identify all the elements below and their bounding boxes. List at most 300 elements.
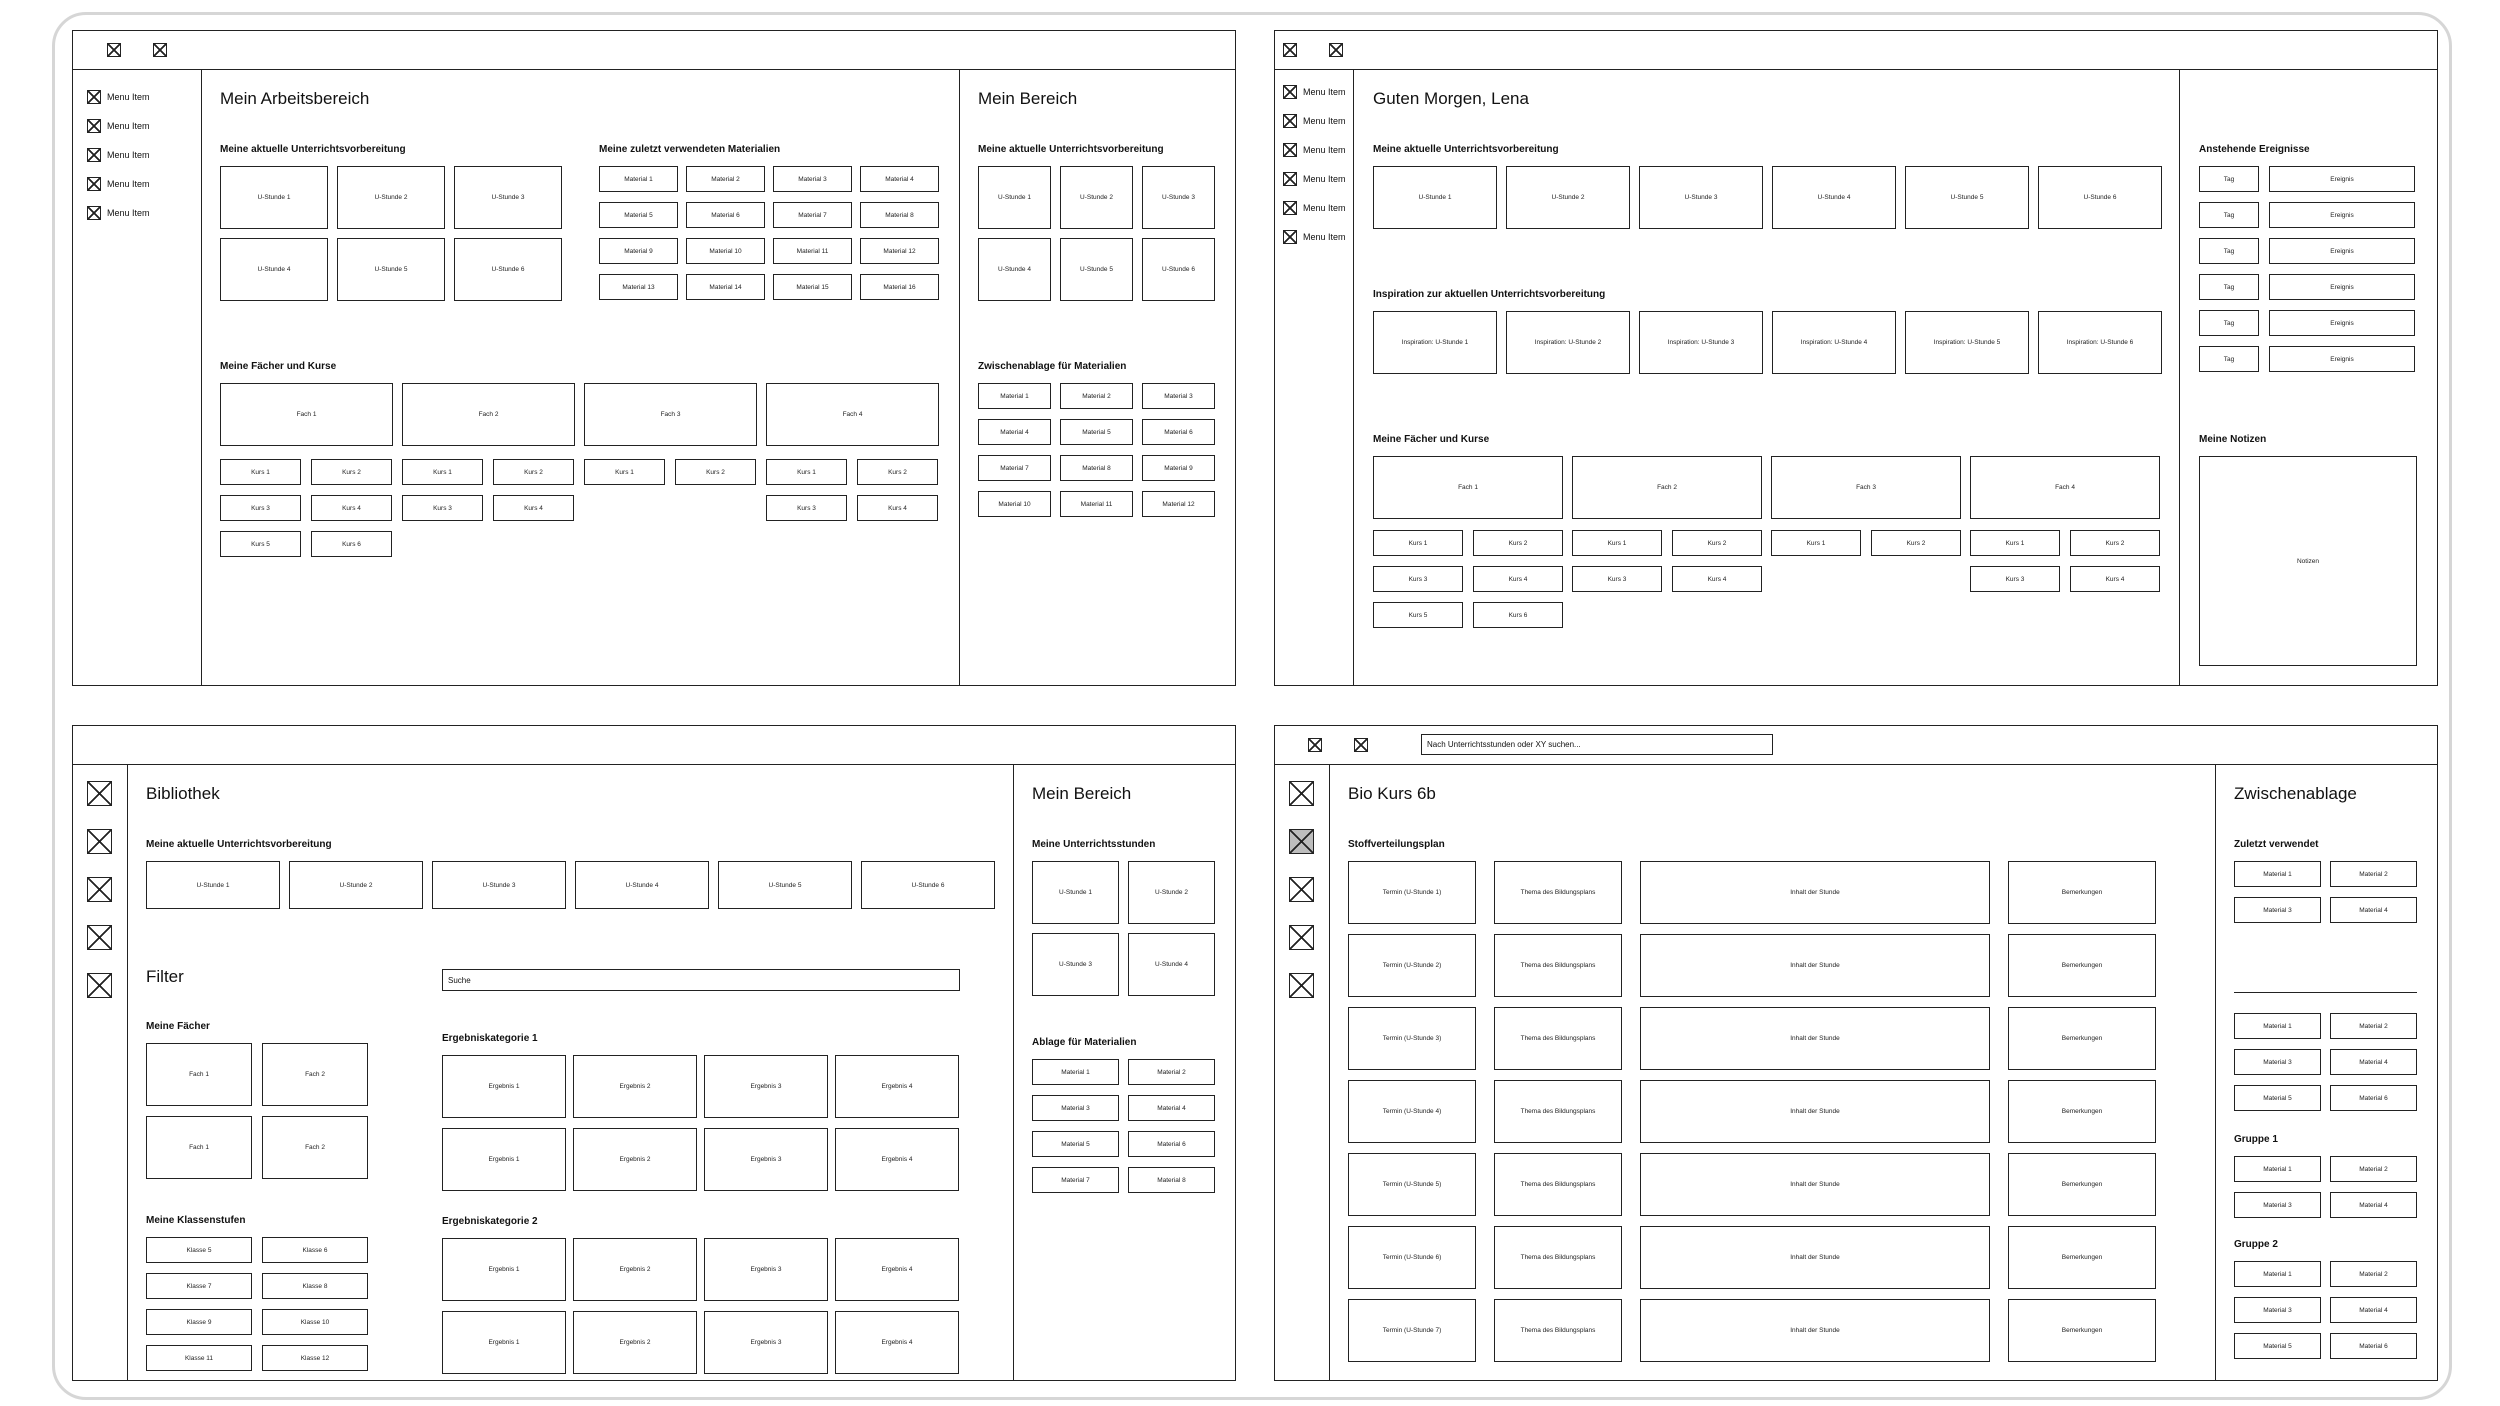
menu-item-label: Menu Item xyxy=(1303,174,1346,184)
material-card[interactable]: Material 5 xyxy=(1032,1131,1119,1157)
material-card[interactable]: Material 6 xyxy=(686,202,765,228)
bemerkungen-cell[interactable]: Bemerkungen xyxy=(2008,1153,2156,1216)
sidebar-menu-item[interactable] xyxy=(87,119,150,133)
course-card[interactable]: Kurs 3 xyxy=(402,495,483,521)
menu-item-label: Menu Item xyxy=(107,121,150,131)
course-card[interactable]: Kurs 1 xyxy=(1373,530,1463,556)
material-card[interactable]: Material 1 xyxy=(2234,861,2321,887)
section-heading: Meine aktuelle Unterrichtsvorbereitung xyxy=(1373,144,1559,155)
event-event[interactable]: Ereignis xyxy=(2269,202,2415,228)
sidebar-menu-item[interactable] xyxy=(1283,143,1346,157)
inspiration-card[interactable]: Inspiration: U-Stunde 2 xyxy=(1506,311,1630,374)
course-card[interactable]: Kurs 2 xyxy=(493,459,574,485)
frame-dashboard xyxy=(1274,30,2438,686)
event-tag[interactable]: Tag xyxy=(2199,274,2259,300)
course-card[interactable]: Kurs 3 xyxy=(220,495,301,521)
section-heading: Meine aktuelle Unterrichtsvorbereitung xyxy=(978,144,1164,155)
course-card[interactable]: Kurs 4 xyxy=(1473,566,1563,592)
material-card[interactable]: Material 3 xyxy=(1142,383,1215,409)
termin-cell[interactable]: Termin (U-Stunde 5) xyxy=(1348,1153,1476,1216)
result-card[interactable]: Ergebnis 1 xyxy=(442,1311,566,1374)
top-bar xyxy=(73,31,1235,70)
material-card[interactable]: Material 5 xyxy=(1060,419,1133,445)
prep-grid xyxy=(146,861,995,909)
material-card[interactable]: Material 1 xyxy=(2234,1261,2321,1287)
sidebar-menu-item[interactable] xyxy=(1283,230,1346,244)
lesson-card[interactable]: U-Stunde 6 xyxy=(2038,166,2162,229)
nav-placeholder-icon-active[interactable] xyxy=(1289,829,1314,854)
lesson-card[interactable]: U-Stunde 5 xyxy=(718,861,852,909)
material-card[interactable]: Material 1 xyxy=(978,383,1051,409)
lesson-card[interactable]: U-Stunde 1 xyxy=(978,166,1051,229)
menu-item-label: Menu Item xyxy=(107,150,150,160)
course-card[interactable]: Kurs 2 xyxy=(857,459,938,485)
event-event[interactable]: Ereignis xyxy=(2269,238,2415,264)
course-card[interactable]: Kurs 3 xyxy=(1572,566,1662,592)
subject-card[interactable]: Fach 1 xyxy=(146,1116,252,1179)
placeholder-icon[interactable] xyxy=(1308,738,1322,752)
nav-placeholder-icon[interactable] xyxy=(1289,925,1314,950)
search-input[interactable]: Suche xyxy=(442,969,960,991)
course-card[interactable]: Kurs 2 xyxy=(1473,530,1563,556)
material-card[interactable]: Material 3 xyxy=(2234,1297,2321,1323)
search-input[interactable]: Nach Unterrichtsstunden oder XY suchen... xyxy=(1421,734,1773,755)
placeholder-icon xyxy=(1283,114,1297,128)
menu-item-label: Menu Item xyxy=(1303,116,1346,126)
course-card[interactable]: Kurs 2 xyxy=(311,459,392,485)
course-card[interactable]: Kurs 1 xyxy=(584,459,665,485)
material-card[interactable]: Material 4 xyxy=(860,166,939,192)
inspiration-card[interactable]: Inspiration: U-Stunde 3 xyxy=(1639,311,1763,374)
thema-cell[interactable]: Thema des Bildungsplans xyxy=(1494,1226,1622,1289)
grade-chip[interactable]: Klasse 11 xyxy=(146,1345,252,1371)
lesson-card[interactable]: U-Stunde 6 xyxy=(1142,238,1215,301)
termin-cell[interactable]: Termin (U-Stunde 7) xyxy=(1348,1299,1476,1362)
inhalt-cell[interactable]: Inhalt der Stunde xyxy=(1640,1153,1990,1216)
courses-grid xyxy=(220,459,392,557)
course-card[interactable]: Kurs 6 xyxy=(1473,602,1563,628)
sidebar-menu-item[interactable] xyxy=(87,206,150,220)
placeholder-icon xyxy=(1283,85,1297,99)
material-card[interactable]: Material 8 xyxy=(1128,1167,1215,1193)
subject-card[interactable]: Fach 3 xyxy=(584,383,757,446)
panel-title: Mein Bereich xyxy=(1032,784,1132,803)
subjects-grid xyxy=(220,383,939,446)
sidebar-menu-item[interactable] xyxy=(87,90,150,104)
material-card[interactable]: Material 7 xyxy=(773,202,852,228)
lesson-card[interactable]: U-Stunde 2 xyxy=(1506,166,1630,229)
result-card[interactable]: Ergebnis 1 xyxy=(442,1128,566,1191)
course-card[interactable]: Kurs 4 xyxy=(1672,566,1762,592)
result-card[interactable]: Ergebnis 3 xyxy=(704,1055,828,1118)
course-card[interactable]: Kurs 4 xyxy=(311,495,392,521)
panel-title: Mein Bereich xyxy=(978,89,1078,108)
sidebar-menu-item[interactable] xyxy=(1283,172,1346,186)
course-card[interactable]: Kurs 2 xyxy=(2070,530,2160,556)
event-tag[interactable]: Tag xyxy=(2199,238,2259,264)
page-title: Guten Morgen, Lena xyxy=(1373,89,1529,108)
material-card[interactable]: Material 6 xyxy=(1142,419,1215,445)
course-card[interactable]: Kurs 5 xyxy=(220,531,301,557)
result-card[interactable]: Ergebnis 4 xyxy=(835,1128,959,1191)
material-card[interactable]: Material 6 xyxy=(1128,1131,1215,1157)
lesson-card[interactable]: U-Stunde 6 xyxy=(861,861,995,909)
course-card[interactable]: Kurs 1 xyxy=(220,459,301,485)
sidebar-divider xyxy=(127,764,128,1380)
result-card[interactable]: Ergebnis 1 xyxy=(442,1238,566,1301)
material-card[interactable]: Material 10 xyxy=(686,238,765,264)
material-card[interactable]: Material 2 xyxy=(1128,1059,1215,1085)
inhalt-cell[interactable]: Inhalt der Stunde xyxy=(1640,934,1990,997)
material-card[interactable]: Material 13 xyxy=(599,274,678,300)
lesson-card[interactable]: U-Stunde 2 xyxy=(1128,861,1215,924)
thema-cell[interactable]: Thema des Bildungsplans xyxy=(1494,1007,1622,1070)
event-tag[interactable]: Tag xyxy=(2199,166,2259,192)
result-card[interactable]: Ergebnis 3 xyxy=(704,1311,828,1374)
material-card[interactable]: Material 4 xyxy=(978,419,1051,445)
courses-grid xyxy=(1771,530,1961,556)
thema-cell[interactable]: Thema des Bildungsplans xyxy=(1494,1080,1622,1143)
course-card[interactable]: Kurs 4 xyxy=(857,495,938,521)
lesson-card[interactable]: U-Stunde 2 xyxy=(1060,166,1133,229)
course-card[interactable]: Kurs 2 xyxy=(1871,530,1961,556)
subject-card[interactable]: Fach 3 xyxy=(1771,456,1961,519)
placeholder-icon xyxy=(87,148,101,162)
material-card[interactable]: Material 2 xyxy=(686,166,765,192)
placeholder-icon xyxy=(87,119,101,133)
menu-item-label: Menu Item xyxy=(1303,203,1346,213)
placeholder-icon[interactable] xyxy=(107,43,121,57)
section-heading: Meine Notizen xyxy=(2199,434,2267,445)
material-card[interactable]: Material 15 xyxy=(773,274,852,300)
termin-cell[interactable]: Termin (U-Stunde 6) xyxy=(1348,1226,1476,1289)
nav-placeholder-icon[interactable] xyxy=(87,877,112,902)
event-tag[interactable]: Tag xyxy=(2199,310,2259,336)
section-heading: Meine zuletzt verwendeten Materialien xyxy=(599,144,781,155)
subject-card[interactable]: Fach 4 xyxy=(766,383,939,446)
placeholder-icon xyxy=(87,90,101,104)
panel-materials-grid xyxy=(1032,1059,1215,1193)
material-card[interactable]: Material 2 xyxy=(2330,861,2417,887)
lesson-card[interactable]: U-Stunde 5 xyxy=(1905,166,2029,229)
result-card[interactable]: Ergebnis 1 xyxy=(442,1055,566,1118)
panel-title: Zwischenablage xyxy=(2234,784,2357,803)
nav-placeholder-icon[interactable] xyxy=(1289,877,1314,902)
material-card[interactable]: Material 3 xyxy=(2234,1192,2321,1218)
section-heading: Meine Fächer und Kurse xyxy=(220,361,337,372)
top-bar xyxy=(1275,726,2437,765)
page-title: Mein Arbeitsbereich xyxy=(220,89,370,108)
section-heading: Gruppe 1 xyxy=(2234,1134,2278,1145)
event-event[interactable]: Ereignis xyxy=(2269,166,2415,192)
event-event[interactable]: Ereignis xyxy=(2269,310,2415,336)
placeholder-icon[interactable] xyxy=(153,43,167,57)
frame-mein-arbeitsbereich xyxy=(72,30,1236,686)
event-tag[interactable]: Tag xyxy=(2199,346,2259,372)
material-card[interactable]: Material 2 xyxy=(2330,1013,2417,1039)
termin-cell[interactable]: Termin (U-Stunde 4) xyxy=(1348,1080,1476,1143)
sidebar-menu-item[interactable] xyxy=(1283,201,1346,215)
nav-placeholder-icon[interactable] xyxy=(1289,973,1314,998)
filter-title: Filter xyxy=(146,967,184,986)
bemerkungen-cell[interactable]: Bemerkungen xyxy=(2008,1299,2156,1362)
section-heading: Meine Klassenstufen xyxy=(146,1215,246,1226)
subject-filter-grid xyxy=(146,1043,368,1179)
lesson-card[interactable]: U-Stunde 1 xyxy=(146,861,280,909)
sidebar-divider xyxy=(201,69,202,685)
inspiration-card[interactable]: Inspiration: U-Stunde 1 xyxy=(1373,311,1497,374)
nav-placeholder-icon[interactable] xyxy=(87,925,112,950)
thema-cell[interactable]: Thema des Bildungsplans xyxy=(1494,934,1622,997)
bemerkungen-cell[interactable]: Bemerkungen xyxy=(2008,1226,2156,1289)
event-tag[interactable]: Tag xyxy=(2199,202,2259,228)
courses-grid xyxy=(766,459,938,521)
placeholder-icon[interactable] xyxy=(1283,43,1297,57)
material-card[interactable]: Material 6 xyxy=(2330,1085,2417,1111)
grade-chip[interactable]: Klasse 5 xyxy=(146,1237,252,1263)
material-card[interactable]: Material 1 xyxy=(2234,1013,2321,1039)
nav-placeholder-icon[interactable] xyxy=(87,829,112,854)
results-grid xyxy=(442,1238,959,1374)
subject-card[interactable]: Fach 1 xyxy=(1373,456,1563,519)
lesson-card[interactable]: U-Stunde 2 xyxy=(337,166,445,229)
placeholder-icon xyxy=(1283,143,1297,157)
lesson-card[interactable]: U-Stunde 3 xyxy=(432,861,566,909)
clipboard-grid xyxy=(978,383,1215,517)
section-heading: Stoffverteilungsplan xyxy=(1348,839,1445,850)
event-event[interactable]: Ereignis xyxy=(2269,274,2415,300)
thema-cell[interactable]: Thema des Bildungsplans xyxy=(1494,1153,1622,1216)
material-card[interactable]: Material 3 xyxy=(2234,1049,2321,1075)
inspiration-card[interactable]: Inspiration: U-Stunde 4 xyxy=(1772,311,1896,374)
termin-cell[interactable]: Termin (U-Stunde 1) xyxy=(1348,861,1476,924)
result-card[interactable]: Ergebnis 2 xyxy=(573,1055,697,1118)
nav-placeholder-icon[interactable] xyxy=(1289,781,1314,806)
course-card[interactable]: Kurs 3 xyxy=(1373,566,1463,592)
grade-chip[interactable]: Klasse 12 xyxy=(262,1345,368,1371)
material-card[interactable]: Material 7 xyxy=(1032,1167,1119,1193)
sidebar-menu-item[interactable] xyxy=(87,148,150,162)
inhalt-cell[interactable]: Inhalt der Stunde xyxy=(1640,861,1990,924)
lesson-card[interactable]: U-Stunde 3 xyxy=(1142,166,1215,229)
placeholder-icon xyxy=(87,177,101,191)
grade-chip[interactable]: Klasse 8 xyxy=(262,1273,368,1299)
events-list xyxy=(2199,166,2415,372)
result-card[interactable]: Ergebnis 4 xyxy=(835,1055,959,1118)
inspiration-card[interactable]: Inspiration: U-Stunde 5 xyxy=(1905,311,2029,374)
course-card[interactable]: Kurs 1 xyxy=(766,459,847,485)
result-card[interactable]: Ergebnis 4 xyxy=(835,1311,959,1374)
subject-card[interactable]: Fach 2 xyxy=(262,1043,368,1106)
course-card[interactable]: Kurs 6 xyxy=(311,531,392,557)
nav-placeholder-icon[interactable] xyxy=(87,781,112,806)
result-card[interactable]: Ergebnis 4 xyxy=(835,1238,959,1301)
inhalt-cell[interactable]: Inhalt der Stunde xyxy=(1640,1080,1990,1143)
sidebar-menu-item[interactable] xyxy=(1283,114,1346,128)
section-heading: Gruppe 2 xyxy=(2234,1239,2278,1250)
lesson-card[interactable]: U-Stunde 1 xyxy=(220,166,328,229)
menu-item-label: Menu Item xyxy=(107,179,150,189)
material-card[interactable]: Material 10 xyxy=(978,491,1051,517)
right-panel-divider xyxy=(2179,69,2180,685)
sidebar-menu-item[interactable] xyxy=(87,177,150,191)
material-card[interactable]: Material 1 xyxy=(2234,1156,2321,1182)
course-card[interactable]: Kurs 2 xyxy=(675,459,756,485)
grade-filter-grid xyxy=(146,1237,368,1371)
thema-cell[interactable]: Thema des Bildungsplans xyxy=(1494,861,1622,924)
material-card[interactable]: Material 7 xyxy=(978,455,1051,481)
inhalt-cell[interactable]: Inhalt der Stunde xyxy=(1640,1299,1990,1362)
sidebar-menu-item[interactable] xyxy=(1283,85,1346,99)
lesson-card[interactable]: U-Stunde 2 xyxy=(289,861,423,909)
material-card[interactable]: Material 9 xyxy=(1142,455,1215,481)
lesson-card[interactable]: U-Stunde 4 xyxy=(978,238,1051,301)
page-title: Bibliothek xyxy=(146,784,220,803)
termin-cell[interactable]: Termin (U-Stunde 3) xyxy=(1348,1007,1476,1070)
nav-placeholder-icon[interactable] xyxy=(87,973,112,998)
bemerkungen-cell[interactable]: Bemerkungen xyxy=(2008,861,2156,924)
material-card[interactable]: Material 2 xyxy=(1060,383,1133,409)
courses-grid xyxy=(1572,530,1762,592)
lesson-card[interactable]: U-Stunde 4 xyxy=(220,238,328,301)
lesson-card[interactable]: U-Stunde 5 xyxy=(1060,238,1133,301)
lesson-card[interactable]: U-Stunde 3 xyxy=(1032,933,1119,996)
group1-grid xyxy=(2234,1156,2417,1218)
prep-grid xyxy=(220,166,562,301)
materials-grid xyxy=(599,166,939,300)
inhalt-cell[interactable]: Inhalt der Stunde xyxy=(1640,1226,1990,1289)
menu-item-label: Menu Item xyxy=(1303,87,1346,97)
lesson-card[interactable]: U-Stunde 1 xyxy=(1032,861,1119,924)
course-card[interactable]: Kurs 2 xyxy=(1672,530,1762,556)
lesson-card[interactable]: U-Stunde 4 xyxy=(575,861,709,909)
result-card[interactable]: Ergebnis 2 xyxy=(573,1311,697,1374)
material-card[interactable]: Material 2 xyxy=(2330,1261,2417,1287)
material-card[interactable]: Material 11 xyxy=(1060,491,1133,517)
result-card[interactable]: Ergebnis 2 xyxy=(573,1128,697,1191)
material-card[interactable]: Material 12 xyxy=(1142,491,1215,517)
material-card[interactable]: Material 4 xyxy=(1128,1095,1215,1121)
subject-card[interactable]: Fach 2 xyxy=(402,383,575,446)
right-panel-divider xyxy=(959,69,960,685)
course-card[interactable]: Kurs 3 xyxy=(766,495,847,521)
grade-chip[interactable]: Klasse 10 xyxy=(262,1309,368,1335)
subject-card[interactable]: Fach 2 xyxy=(1572,456,1762,519)
material-card[interactable]: Material 3 xyxy=(2234,897,2321,923)
course-card[interactable]: Kurs 1 xyxy=(1572,530,1662,556)
group2-grid xyxy=(2234,1261,2417,1359)
bemerkungen-cell[interactable]: Bemerkungen xyxy=(2008,934,2156,997)
divider xyxy=(2234,992,2417,993)
thema-cell[interactable]: Thema des Bildungsplans xyxy=(1494,1299,1622,1362)
material-card[interactable]: Material 4 xyxy=(2330,1192,2417,1218)
inspiration-card[interactable]: Inspiration: U-Stunde 6 xyxy=(2038,311,2162,374)
lesson-card[interactable]: U-Stunde 4 xyxy=(1128,933,1215,996)
prep-grid xyxy=(1373,166,2162,229)
subject-card[interactable]: Fach 4 xyxy=(1970,456,2160,519)
material-card[interactable]: Material 8 xyxy=(860,202,939,228)
inspiration-grid xyxy=(1373,311,2162,374)
course-card[interactable]: Kurs 5 xyxy=(1373,602,1463,628)
courses-grid xyxy=(584,459,756,485)
lesson-card[interactable]: U-Stunde 1 xyxy=(1373,166,1497,229)
course-card[interactable]: Kurs 1 xyxy=(1970,530,2060,556)
placeholder-icon[interactable] xyxy=(1329,43,1343,57)
course-card[interactable]: Kurs 4 xyxy=(2070,566,2160,592)
material-card[interactable]: Material 4 xyxy=(2330,1049,2417,1075)
bemerkungen-cell[interactable]: Bemerkungen xyxy=(2008,1080,2156,1143)
result-card[interactable]: Ergebnis 2 xyxy=(573,1238,697,1301)
notes-area[interactable]: Notizen xyxy=(2199,456,2417,666)
sidebar-divider xyxy=(1329,764,1330,1380)
results-grid xyxy=(442,1055,959,1191)
material-card[interactable]: Material 9 xyxy=(599,238,678,264)
lesson-card[interactable]: U-Stunde 6 xyxy=(454,238,562,301)
material-card[interactable]: Material 4 xyxy=(2330,897,2417,923)
placeholder-icon xyxy=(1283,172,1297,186)
material-card[interactable]: Material 14 xyxy=(686,274,765,300)
top-bar xyxy=(73,726,1235,765)
section-heading: Meine aktuelle Unterrichtsvorbereitung xyxy=(220,144,406,155)
section-heading: Meine aktuelle Unterrichtsvorbereitung xyxy=(146,839,332,850)
termin-cell[interactable]: Termin (U-Stunde 2) xyxy=(1348,934,1476,997)
material-card[interactable]: Material 2 xyxy=(2330,1156,2417,1182)
lesson-card[interactable]: U-Stunde 3 xyxy=(1639,166,1763,229)
material-card[interactable]: Material 11 xyxy=(773,238,852,264)
result-card[interactable]: Ergebnis 3 xyxy=(704,1128,828,1191)
material-card[interactable]: Material 6 xyxy=(2330,1333,2417,1359)
result-card[interactable]: Ergebnis 3 xyxy=(704,1238,828,1301)
placeholder-icon xyxy=(1283,230,1297,244)
material-card[interactable]: Material 8 xyxy=(1060,455,1133,481)
material-card[interactable]: Material 1 xyxy=(1032,1059,1119,1085)
lesson-card[interactable]: U-Stunde 3 xyxy=(454,166,562,229)
material-card[interactable]: Material 12 xyxy=(860,238,939,264)
subject-card[interactable]: Fach 1 xyxy=(220,383,393,446)
grade-chip[interactable]: Klasse 9 xyxy=(146,1309,252,1335)
bemerkungen-cell[interactable]: Bemerkungen xyxy=(2008,1007,2156,1070)
material-card[interactable]: Material 16 xyxy=(860,274,939,300)
course-card[interactable]: Kurs 1 xyxy=(1771,530,1861,556)
section-heading: Inspiration zur aktuellen Unterrichtsvorbereitung xyxy=(1373,289,1606,300)
placeholder-icon[interactable] xyxy=(1354,738,1368,752)
grade-chip[interactable]: Klasse 6 xyxy=(262,1237,368,1263)
material-card[interactable]: Material 5 xyxy=(599,202,678,228)
material-card[interactable]: Material 5 xyxy=(2234,1333,2321,1359)
section-heading: Meine Fächer und Kurse xyxy=(1373,434,1490,445)
menu-item-label: Menu Item xyxy=(1303,232,1346,242)
course-card[interactable]: Kurs 3 xyxy=(1970,566,2060,592)
course-card[interactable]: Kurs 1 xyxy=(402,459,483,485)
subject-card[interactable]: Fach 1 xyxy=(146,1043,252,1106)
lesson-card[interactable]: U-Stunde 5 xyxy=(337,238,445,301)
material-card[interactable]: Material 5 xyxy=(2234,1085,2321,1111)
material-card[interactable]: Material 4 xyxy=(2330,1297,2417,1323)
material-card[interactable]: Material 3 xyxy=(1032,1095,1119,1121)
event-event[interactable]: Ereignis xyxy=(2269,346,2415,372)
section-heading: Ablage für Materialien xyxy=(1032,1037,1137,1048)
material-card[interactable]: Material 3 xyxy=(773,166,852,192)
lesson-card[interactable]: U-Stunde 4 xyxy=(1772,166,1896,229)
grade-chip[interactable]: Klasse 7 xyxy=(146,1273,252,1299)
course-card[interactable]: Kurs 4 xyxy=(493,495,574,521)
section-heading: Ergebniskategorie 1 xyxy=(442,1033,538,1044)
material-card[interactable]: Material 1 xyxy=(599,166,678,192)
courses-grid xyxy=(1970,530,2160,592)
subject-card[interactable]: Fach 2 xyxy=(262,1116,368,1179)
inhalt-cell[interactable]: Inhalt der Stunde xyxy=(1640,1007,1990,1070)
placeholder-icon xyxy=(87,206,101,220)
